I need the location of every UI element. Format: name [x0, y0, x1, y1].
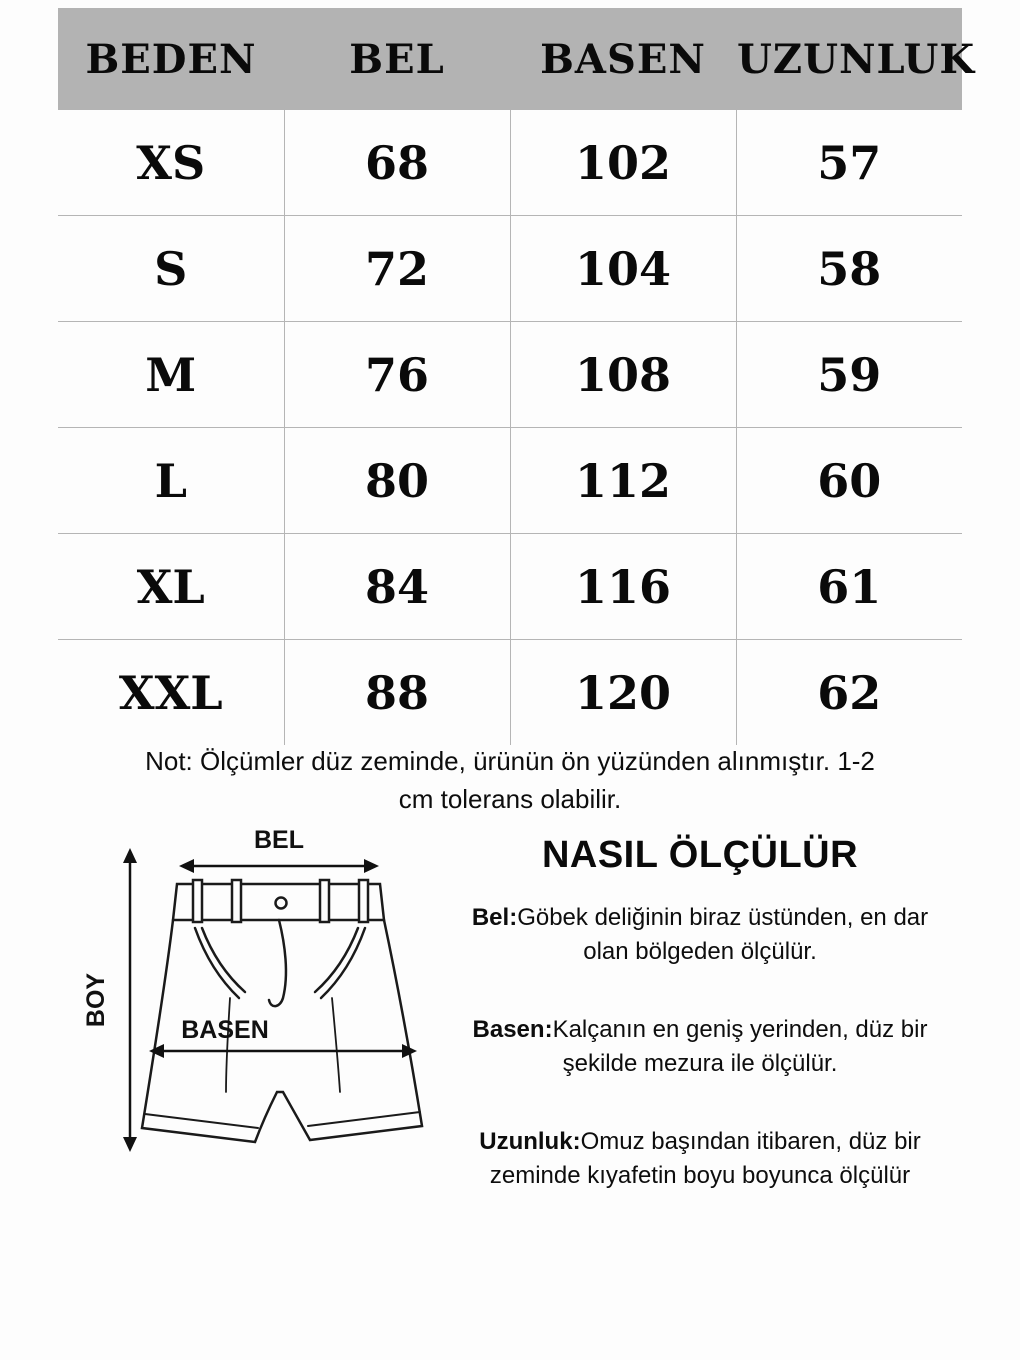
- bel-label: BEL: [254, 826, 304, 854]
- cell-basen: 112: [510, 428, 736, 534]
- cell-size: XL: [58, 534, 284, 640]
- cell-size: S: [58, 216, 284, 322]
- table-row: [58, 640, 962, 746]
- table-row: [58, 428, 962, 534]
- howto-item-uzunluk: [450, 1125, 950, 1193]
- note-line-1: Not: Ölçümler düz zeminde, ürünün ön yüzünden alınmıştır. 1-2: [145, 746, 875, 776]
- howto-term-bel: Bel:: [471, 904, 518, 931]
- cell-basen: 102: [510, 110, 736, 216]
- how-to-measure: [450, 834, 950, 1237]
- basen-label: BASEN: [181, 1016, 269, 1044]
- cell-uzunluk: 58: [736, 216, 962, 322]
- cell-uzunluk: 57: [736, 110, 962, 216]
- howto-term-basen: Basen:: [472, 1016, 553, 1043]
- cell-size: XS: [58, 110, 284, 216]
- belt-loop: [320, 880, 329, 922]
- cell-bel: 72: [284, 216, 510, 322]
- cell-uzunluk: 61: [736, 534, 962, 640]
- howto-text-uzunluk: Omuz başından itibaren, düz bir zeminde kıyafetin boyu boyunca ölçülür: [489, 1128, 921, 1189]
- cell-size: M: [58, 322, 284, 428]
- shorts-diagram: [80, 826, 450, 1186]
- size-table: [58, 8, 976, 745]
- header-basen: BASEN: [510, 8, 736, 110]
- boy-arrow: [123, 848, 137, 1152]
- cell-basen: 116: [510, 534, 736, 640]
- bel-arrow: [179, 859, 379, 873]
- cell-uzunluk: 62: [736, 640, 962, 746]
- howto-term-uzunluk: Uzunluk:: [479, 1128, 581, 1155]
- howto-title: NASIL ÖLÇÜLÜR: [541, 834, 859, 876]
- measurement-note: [0, 742, 1020, 818]
- cell-bel: 80: [284, 428, 510, 534]
- table-row: [58, 322, 962, 428]
- cell-bel: 76: [284, 322, 510, 428]
- cell-bel: 88: [284, 640, 510, 746]
- cell-size: XXL: [58, 640, 284, 746]
- table-row: [58, 110, 962, 216]
- cell-basen: 104: [510, 216, 736, 322]
- header-uzunluk: UZUNLUK: [736, 8, 962, 110]
- cell-uzunluk: 59: [736, 322, 962, 428]
- cell-basen: 108: [510, 322, 736, 428]
- note-line-2: cm tolerans olabilir.: [398, 784, 622, 814]
- belt-loop: [232, 880, 241, 922]
- table-row: [58, 534, 962, 640]
- howto-text-bel: Göbek deliğinin biraz üstünden, en dar olan bölgeden ölçülür.: [517, 904, 929, 965]
- table-header-row: [58, 8, 962, 110]
- cell-size: L: [58, 428, 284, 534]
- cell-basen: 120: [510, 640, 736, 746]
- shorts-drawing: [142, 880, 422, 1142]
- cell-uzunluk: 60: [736, 428, 962, 534]
- howto-item-basen: [450, 1013, 950, 1081]
- header-bel: BEL: [284, 8, 510, 110]
- header-beden: BEDEN: [58, 8, 284, 110]
- cell-bel: 68: [284, 110, 510, 216]
- boy-label: BOY: [82, 972, 110, 1028]
- howto-text-basen: Kalçanın en geniş yerinden, düz bir şekilde mezura ile ölçülür.: [552, 1016, 928, 1077]
- cell-bel: 84: [284, 534, 510, 640]
- howto-item-bel: [450, 901, 950, 969]
- table-row: [58, 216, 962, 322]
- belt-loop: [193, 880, 202, 922]
- belt-loop: [359, 880, 368, 922]
